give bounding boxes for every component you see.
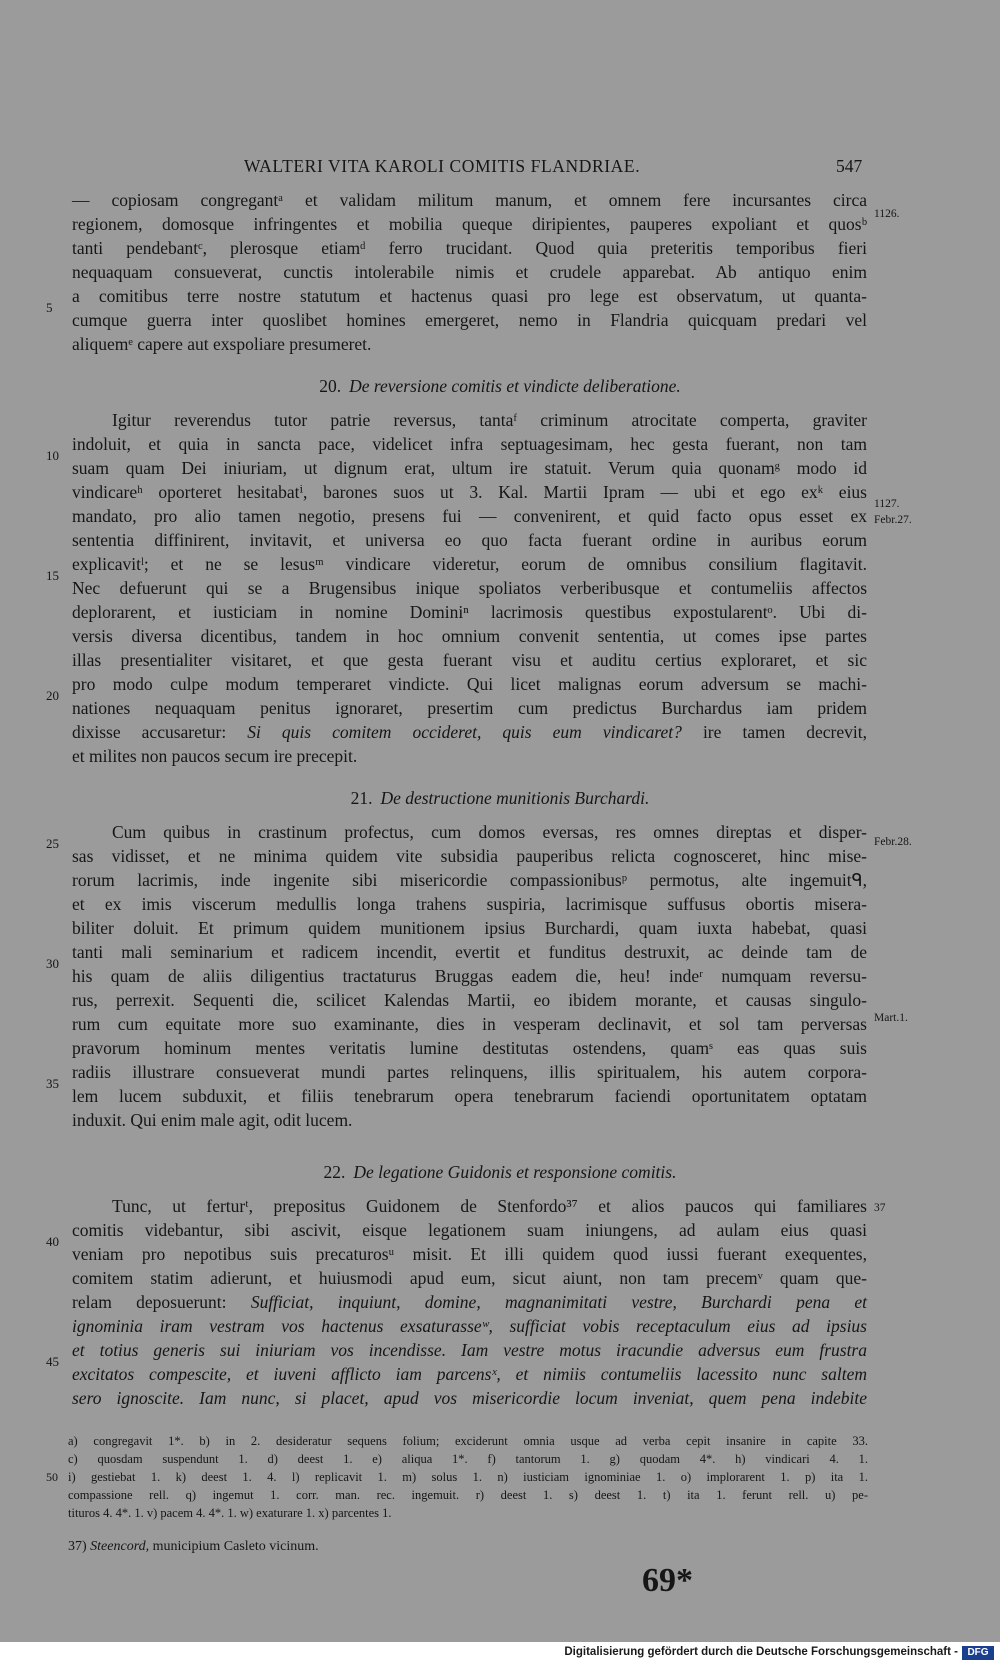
text-line: comitem statim adierunt, et huiusmodi apud eum, sicut aiunt, non tam precemᵛ quam que- [72, 1268, 867, 1288]
margin-date: Febr.28. [874, 836, 912, 848]
quote-span: Sufficiat, inquiunt, domine, magnanimitati vestre, Burchardi pena et [250, 1292, 867, 1312]
footnote-line: compassione rell. q) ingemut 1. corr. man. rec. ingemuit. r) deest 1. s) deest 1. t) ita 1. ferunt rell. u) pe- [68, 1488, 868, 1502]
footnote-line: tituros 4. 4*. 1. v) pacem 4. 4*. 1. w) exaturare 1. x) parcentes 1. [68, 1506, 392, 1520]
margin-date: Mart.1. [874, 1012, 908, 1024]
text-line: tanti mali seminarium et radicem incendit, evertit et funditus destruxit, ac deinde tam de [72, 942, 867, 962]
section-title: De reversione comitis et vindicte deliberatione. [349, 376, 681, 396]
text-span: ire tamen decrevit, [681, 722, 868, 742]
text-line: rorum lacrimis, inde ingenite sibi misericordie compassionibusᵖ permotus, alte ingemuitᑫ, [72, 870, 867, 890]
section-heading-22 [0, 1160, 1000, 1184]
line-number: 20 [46, 688, 59, 703]
text-line: cumque guerra inter quoslibet homines emergeret, nemo in Flandria quicquam predari vel [72, 310, 867, 330]
text-line: a comitibus terre nostre statutum et hactenus quasi pro lege est observatum, ut quanta- [72, 286, 867, 306]
margin-note-ref: 37 [874, 1202, 886, 1214]
text-line: excitatos compescite, et iuveni afflicto iam parcensˣ, et nimiis contumeliis lacessito nunc saltem [72, 1364, 867, 1384]
section-number: 21. [350, 788, 373, 808]
section-heading-21 [0, 786, 1000, 810]
text-line: his quam de aliis diligentius tractaturus Bruggas eadem die, heu! indeʳ numquam reversu- [72, 966, 867, 986]
text-line: sententia diffinirent, invitavit, et universa eo quo facta fuerant ordine in auribus eorum [72, 530, 867, 550]
text-line: vindicareʰ oporteret hesitabatⁱ, barones suos ut 3. Kal. Martii Ipram — ubi et ego exᵏ eius [72, 482, 867, 502]
text-line: Tunc, ut ferturᵗ, prepositus Guidonem de Stenfordo³⁷ et alios paucos qui familiares [112, 1196, 867, 1216]
text-line: regionem, domosque infringentes et mobilia queque diripientes, pauperes expoliant et quosᵇ [72, 214, 867, 234]
margin-year: 1127. [874, 498, 900, 510]
note-number: 37) [68, 1539, 87, 1554]
text-span: relam deposuerunt: [72, 1292, 251, 1312]
text-line: sas vidisset, et ne minima quidem vite subsidia pauperibus relicta cognosceret, hinc mise- [72, 846, 867, 866]
text-line: deplorarent, et iusticiam in nomine Dominiⁿ lacrimosis questibus expostularentᵒ. Ubi di- [72, 602, 867, 622]
text-line: — copiosam congregantᵃ et validam militum manum, et omnem fere incursantes circa [72, 190, 867, 210]
line-number: 40 [46, 1234, 59, 1249]
line-number: 45 [46, 1354, 59, 1369]
footnote-line: i) gestiebat 1. k) deest 1. 4. l) replicavit 1. m) solus 1. n) iusticiam ignominiae 1. o) implorarent 1. p) ita 1. [68, 1470, 868, 1484]
text-line: rus, perrexit. Sequenti die, scilicet Kalendas Martii, eo ibidem morante, et causas singulo- [72, 990, 867, 1010]
line-number: 5 [46, 300, 53, 315]
text-line: indoluit, et quia in sancta pace, videlicet infra septuagesimam, hec gesta fuerant, non tam [72, 434, 867, 454]
editorial-note [68, 1538, 319, 1556]
text-line: ignominia iram vestram vos hactenus exsaturasseʷ, sufficiat vobis receptaculum eius ad ipsius [72, 1316, 867, 1336]
running-title: WALTERI VITA KAROLI COMITIS FLANDRIAE. [244, 156, 641, 176]
section-number: 20. [319, 376, 342, 396]
margin-year: 1126. [874, 208, 900, 220]
quote-span: Si quis comitem occideret, quis eum vindicaret? [247, 722, 682, 742]
text-line: Igitur reverendus tutor patrie reversus, tantaᶠ criminum atrocitate comperta, graviter [112, 410, 867, 430]
footer-bar [0, 1642, 1000, 1664]
dfg-logo[interactable]: DFG [962, 1646, 994, 1660]
text-line: et totius generis sui iniuriam vos incendisse. Iam vestre motus iracundie adversus eum frustra [72, 1340, 867, 1360]
text-line: et milites non paucos secum ire precepit. [72, 746, 358, 766]
line-number: 30 [46, 956, 59, 971]
text-line: suam quam Dei iniuriam, ut dignum erat, ultum ire statuit. Verum quia quonamᵍ modo id [72, 458, 867, 478]
text-line: biliter doluit. Et primum quidem munitionem ipsius Burchardi, quam iuxta habebat, quasi [72, 918, 867, 938]
funding-notice: Digitalisierung gefördert durch die Deutsche Forschungsgemeinschaft - [564, 1646, 958, 1658]
page-number: 547 [836, 156, 863, 176]
text-line: explicavitˡ; et ne se lesusᵐ vindicare videretur, eorum de omnibus consilium flagitavit. [72, 554, 867, 574]
line-number: 10 [46, 448, 59, 463]
text-line: Nec defuerunt qui se a Brugensibus inique spoliatos verberibusque et contumeliis affectos [72, 578, 867, 598]
line-number: 35 [46, 1076, 59, 1091]
text-line: nationes nequaquam penitus ignoraret, presertim cum predictus Burchardus iam pridem [72, 698, 867, 718]
text-line: Cum quibus in crastinum profectus, cum domos eversas, res omnes direptas et disper- [112, 822, 867, 842]
text-line: versis diversa dicentibus, tandem in hoc omnium convenit sententia, ut comes ipse partes [72, 626, 867, 646]
text-line: comitis videbantur, sibi ascivit, eisque legationem suam iniungens, ad aulam eius quasi [72, 1220, 867, 1240]
text-line: lem lucem subduxit, et filiis tenebrarum opera tenebrarum faciendi oportunitatem optatam [72, 1086, 867, 1106]
text-line: sero ignoscite. Iam nunc, si placet, apud vos misericordie locum inveniat, quem pena indebite [72, 1388, 867, 1408]
text-line: et ex imis viscerum medullis longa trahens suspiria, lacrimisque suffusus obortis misera- [72, 894, 867, 914]
text-span: dixisse accusaretur: [72, 722, 248, 742]
text-line: illas presentialiter visitaret, et que gesta fuerant visu et auditu certius exploraret, et sic [72, 650, 867, 670]
text-line: pro modo culpe modum temperaret vindicte. Qui licet malignas eorum adversum se machi- [72, 674, 867, 694]
margin-date: Febr.27. [874, 514, 912, 526]
text-line: mandato, pro alio tamen negotio, presens fui — convenirent, et quid facto opus esset ex [72, 506, 867, 526]
signature-mark: 69* [642, 1562, 693, 1599]
text-line: tanti pendebantᶜ, plerosque etiamᵈ ferro trucidant. Quod quia preteritis temporibus fieri [72, 238, 867, 258]
line-number: 15 [46, 568, 59, 583]
text-line: pravorum hominum mentes veritatis lumine destitutas ostendens, quamˢ eas quas suis [72, 1038, 867, 1058]
footnote-line: c) quosdam suspendunt 1. d) deest 1. e) aliqua 1*. f) tantorum 1. g) quodam 4*. h) vindicari 4. 1. [68, 1452, 868, 1466]
section-title: De legatione Guidonis et responsione comitis. [353, 1162, 677, 1182]
note-text: municipium Casleto vicinum. [149, 1539, 319, 1554]
text-line [72, 1290, 867, 1314]
text-line: aliquemᵉ capere aut exspoliare presumeret. [72, 334, 372, 354]
text-line [72, 720, 867, 744]
running-header [0, 156, 1000, 182]
line-number: 25 [46, 836, 59, 851]
text-line: rum cum equitate more suo examinante, dies in vesperam declinavit, et sol tam perversas [72, 1014, 867, 1034]
text-line: nequaquam consueverat, cunctis intolerabile nimis et crudele apparebat. Ab antiquo enim [72, 262, 867, 282]
section-number: 22. [323, 1162, 346, 1182]
note-name: Steencord, [90, 1539, 150, 1554]
section-heading-20 [0, 374, 1000, 398]
line-number: 50 [46, 1470, 58, 1484]
section-title: De destructione munitionis Burchardi. [380, 788, 650, 808]
text-line: induxit. Qui enim male agit, odit lucem. [72, 1110, 353, 1130]
footnote-line: a) congregavit 1*. b) in 2. desideratur sequens folium; exciderunt omnia usque ad verba cepit insanire in capite 33. [68, 1434, 868, 1448]
text-line: veniam pro nepotibus suis precaturosᵘ misit. Et illi quidem quod iussi fuerant exequentes, [72, 1244, 867, 1264]
text-line: radiis illustrare consueverat mundi partes relinquens, illis spiritualem, his autem corpora- [72, 1062, 867, 1082]
